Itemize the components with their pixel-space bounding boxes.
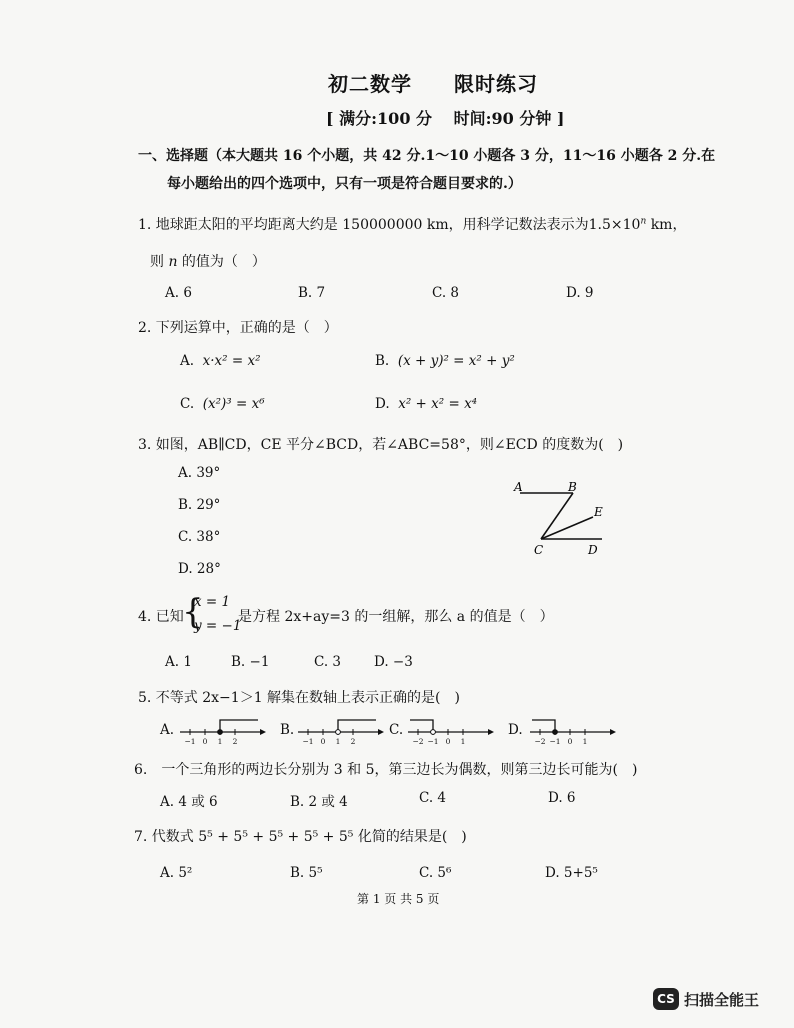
solution-ray (220, 720, 258, 732)
tick-label: 2 (350, 737, 356, 746)
point-label-b: B (568, 480, 577, 494)
point-label-e: E (594, 505, 603, 519)
boundary-point (336, 730, 341, 735)
q1-option-c[interactable]: C. 8 (432, 285, 460, 301)
q3-option-a[interactable]: A. 39° (178, 465, 221, 481)
number-line-c[interactable] (404, 712, 496, 746)
tick-label: −2 (534, 737, 546, 746)
tick-label: 0 (320, 737, 326, 746)
boundary-point (431, 730, 436, 735)
tick-label: −1 (302, 737, 314, 746)
question-5: 5. 不等式 2x−1＞1 解集在数轴上表示正确的是( ) (138, 690, 460, 706)
q2-option-a[interactable]: A. x·x² = x² (180, 353, 261, 369)
q3-option-c[interactable]: C. 38° (178, 529, 221, 545)
tick-label: 2 (232, 737, 238, 746)
system-equation-1: x = 1 (194, 594, 231, 610)
q7-option-c[interactable]: C. 5⁶ (419, 865, 452, 881)
tick-label: 0 (567, 737, 573, 746)
q6-option-d[interactable]: D. 6 (548, 790, 576, 806)
camscanner-logo-icon: CS (653, 988, 679, 1010)
tick-label: −2 (412, 737, 424, 746)
q6-option-b[interactable]: B. 2 或 4 (290, 794, 348, 810)
q7-option-d[interactable]: D. 5+5⁵ (545, 865, 598, 881)
q1-option-d[interactable]: D. 9 (566, 285, 594, 301)
q3-option-b[interactable]: B. 29° (178, 497, 221, 513)
number-line-a[interactable] (176, 712, 268, 746)
solution-ray (410, 720, 433, 732)
question-2: 2. 下列运算中，正确的是（ ） (138, 320, 338, 336)
q7-option-a[interactable]: A. 5² (160, 865, 193, 881)
question-1-expr: $1.5\times 10^n$ (588, 216, 647, 233)
question-4-prefix: 4. 已知 (138, 609, 184, 625)
q5-option-b-label[interactable]: B. (280, 722, 295, 738)
question-1-text: 1. 地球距太阳的平均距离大约是 150000000 km，用科学记数法表示为 (138, 217, 589, 233)
section-heading-line2: 每小题给出的四个选项中，只有一项是符合题目要求的.） (167, 176, 522, 192)
q2-option-d[interactable]: D. x² + x² = x⁴ (375, 396, 478, 412)
q7-option-b[interactable]: B. 5⁵ (290, 865, 323, 881)
q5-option-d-label[interactable]: D. (508, 722, 523, 738)
q1-option-a[interactable]: A. 6 (165, 285, 192, 301)
axis-arrow (378, 729, 384, 735)
tick-label: −1 (427, 737, 439, 746)
point-label-a: A (514, 480, 523, 494)
solution-ray (338, 720, 376, 732)
question-4-text: 是方程 2x+ay=3 的一组解，那么 a 的值是（ ） (238, 609, 554, 625)
question-1-line2: 则 n 的值为（ ） (150, 254, 266, 270)
q5-option-a-label[interactable]: A. (160, 722, 175, 738)
tick-label: 1 (217, 737, 223, 746)
system-brace: { (182, 592, 204, 632)
boundary-point (553, 730, 558, 735)
tick-label: −1 (184, 737, 196, 746)
tick-label: 0 (202, 737, 208, 746)
page-title: 初二数学 限时练习 (328, 72, 538, 96)
point-label-c: C (534, 543, 544, 557)
q3-geometry-figure (508, 476, 612, 558)
tick-label: 1 (460, 737, 466, 746)
section-heading-line1: 一、选择题（本大题共 16 个小题，共 42 分.1～10 小题各 3 分，11～16 小题各 2 分.在 (138, 148, 716, 164)
score-time-info: [ 满分:100 分 时间:90 分钟 ] (326, 109, 565, 128)
q6-option-c[interactable]: C. 4 (419, 790, 447, 806)
q1-option-b[interactable]: B. 7 (298, 285, 326, 301)
tick-label: −1 (549, 737, 561, 746)
q6-option-a[interactable]: A. 4 或 6 (160, 794, 218, 810)
camscanner-watermark (653, 988, 759, 1010)
question-6: 6. 一个三角形的两边长分别为 3 和 5，第三边长为偶数，则第三边长可能为( ) (134, 762, 638, 778)
q2-option-c[interactable]: C. (x²)³ = x⁶ (180, 396, 265, 412)
axis-arrow (260, 729, 266, 735)
number-line-b[interactable] (294, 712, 386, 746)
question-1: 1. 地球距太阳的平均距离大约是 150000000 km，用科学记数法表示为$1.5\times 10^n$ km， (138, 216, 687, 233)
q4-option-b[interactable]: B. −1 (231, 654, 270, 670)
tick-label: 1 (582, 737, 588, 746)
tick-label: 0 (445, 737, 451, 746)
point-label-d: D (588, 543, 598, 557)
q4-option-d[interactable]: D. −3 (374, 654, 413, 670)
q4-option-a[interactable]: A. 1 (165, 654, 192, 670)
camscanner-text: 扫描全能王 (684, 990, 760, 1009)
page-number: 第 1 页 共 5 页 (357, 892, 440, 906)
question-3: 3. 如图，AB∥CD，CE 平分∠BCD，若∠ABC=58°，则∠ECD 的度数为( ) (138, 437, 624, 453)
boundary-point (218, 730, 223, 735)
question-7: 7. 代数式 5⁵ + 5⁵ + 5⁵ + 5⁵ + 5⁵ 化简的结果是( ) (134, 829, 467, 845)
axis-arrow (488, 729, 494, 735)
solution-ray (532, 720, 555, 732)
q5-option-c-label[interactable]: C. (389, 722, 404, 738)
axis-arrow (610, 729, 616, 735)
number-line-d[interactable] (526, 712, 618, 746)
q3-option-d[interactable]: D. 28° (178, 561, 221, 577)
q4-option-c[interactable]: C. 3 (314, 654, 342, 670)
system-equation-2: y = −1 (194, 618, 242, 634)
q2-option-b[interactable]: B. (x + y)² = x² + y² (375, 353, 515, 369)
tick-label: 1 (335, 737, 341, 746)
